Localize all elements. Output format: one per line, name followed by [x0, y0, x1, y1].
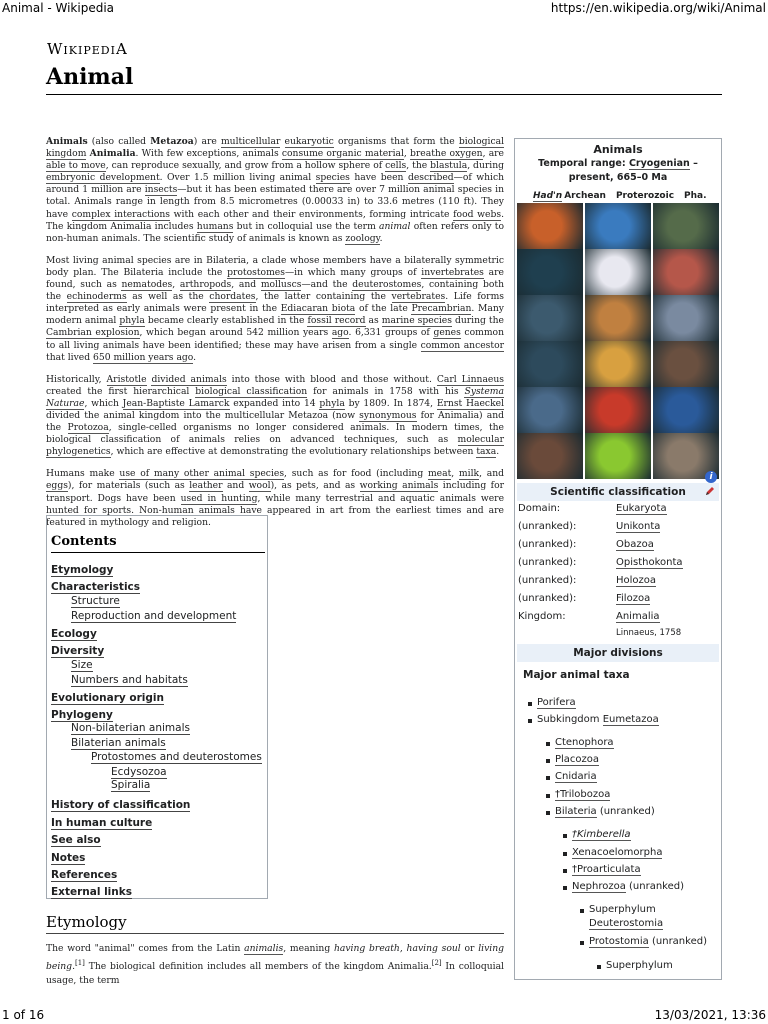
article-link[interactable]: leather: [189, 480, 223, 492]
era-proterozoic[interactable]: Proterozoic: [615, 191, 675, 201]
section-heading-etymology: Etymology: [46, 913, 127, 931]
toc-item[interactable]: Non-bilaterian animals: [71, 722, 190, 734]
taxon-rank: (unranked): [625, 881, 684, 892]
taxon-link[interactable]: †Proarticulata: [572, 864, 641, 875]
rank-label: (unranked):: [518, 593, 577, 604]
taxon-list-item: [572, 881, 684, 892]
taxon-link[interactable]: Ctenophora: [555, 737, 614, 748]
print-url: https://en.wikipedia.org/wiki/Animal: [550, 1, 766, 15]
taxon-authority: Linnaeus, 1758: [616, 628, 682, 638]
lead-text: . Life forms interpreted as early animals were present in the: [46, 291, 504, 315]
lead-paragraph-2: [46, 255, 504, 364]
article-link[interactable]: humans: [196, 220, 234, 232]
lead-text: during the: [451, 315, 504, 327]
animal-photo[interactable]: [585, 249, 651, 295]
etym-text: .: [72, 961, 75, 973]
etym-text: or: [460, 943, 479, 954]
lead-text: . The kingdom Animalia includes: [46, 208, 504, 232]
lead-text: , and: [479, 468, 505, 480]
taxon-link[interactable]: Placozoa: [555, 754, 600, 765]
lead-text: have been: [349, 172, 408, 184]
toc-item[interactable]: Etymology: [51, 564, 114, 576]
toc-item[interactable]: See also: [51, 834, 101, 846]
era-phanerozoic[interactable]: Pha.: [684, 191, 707, 201]
article-link[interactable]: consume organic material: [281, 148, 404, 160]
infobox-title: Animals: [593, 143, 643, 156]
animal-photo[interactable]: [585, 387, 651, 433]
taxon-list-item: [589, 904, 656, 915]
lead-text: , can reproduce sexually, and grow from a hollow sphere of: [105, 160, 386, 172]
article-link[interactable]: phyla: [119, 315, 145, 327]
article-link[interactable]: fossil record: [307, 315, 366, 327]
taxon-link[interactable]: Nephrozoa: [572, 881, 626, 892]
article-link[interactable]: Ernst Haeckel: [436, 397, 505, 409]
lead-text: became clearly established in the: [144, 315, 308, 327]
article-link[interactable]: taxa: [476, 446, 497, 458]
article-link[interactable]: Protozoa: [67, 422, 109, 434]
article-link[interactable]: multicellular: [220, 136, 281, 147]
taxon-list-item: [555, 737, 614, 748]
taxon-rank: (unranked): [648, 936, 707, 947]
toc-item[interactable]: Bilaterian animals: [71, 737, 166, 749]
lead-text: are found, such as: [46, 266, 504, 291]
rank-label: (unranked):: [518, 539, 577, 550]
article-link[interactable]: molecular phylogenetics: [46, 434, 504, 458]
animal-photo[interactable]: [517, 341, 583, 387]
page-title: Animal: [46, 64, 134, 90]
lead-text: ,: [172, 279, 180, 291]
lead-text: , such as for food (including: [284, 468, 428, 480]
taxon-list-item: [572, 847, 662, 858]
lead-text: for Animalia) and the: [46, 409, 505, 434]
print-footer: [0, 1006, 768, 1024]
wordmark-ikipedi: IKIPEDI: [63, 44, 116, 57]
lead-paragraph-3: [46, 374, 504, 459]
article-link[interactable]: wool: [248, 480, 271, 492]
animal-photo[interactable]: [585, 295, 651, 341]
scientific-classification-header: [517, 483, 719, 501]
taxon-list-item: [537, 697, 576, 708]
taxon-link[interactable]: Bilateria: [555, 806, 597, 817]
taxon-link[interactable]: Eukaryota: [616, 503, 667, 514]
lead-text: by 1809. In 1874,: [344, 397, 437, 409]
animal-photo[interactable]: [517, 249, 583, 295]
article-link[interactable]: described: [407, 172, 454, 184]
rank-label: Kingdom:: [518, 611, 566, 622]
article-link[interactable]: zoology: [345, 232, 380, 244]
lead-text: [280, 136, 284, 147]
article-link[interactable]: Jean-Baptiste Lamarck: [122, 397, 230, 409]
taxon-link[interactable]: Xenacoelomorpha: [572, 847, 663, 858]
taxon-list-item: [555, 806, 655, 817]
article-link[interactable]: protostomes: [227, 266, 285, 278]
taxon-list-item: [555, 771, 597, 782]
rank-label: (unranked):: [518, 521, 577, 532]
wordmark-w: W: [47, 40, 64, 58]
article-link[interactable]: deuterostomes: [352, 279, 422, 291]
etym-text: , meaning: [283, 943, 334, 954]
article-link[interactable]: breathe oxygen: [410, 148, 483, 160]
taxon-link[interactable]: Porifera: [537, 697, 576, 708]
taxon-list-item: [555, 754, 599, 765]
animal-photo[interactable]: [517, 203, 583, 249]
taxon-link[interactable]: Filozoa: [616, 593, 651, 604]
animal-photo[interactable]: [517, 433, 583, 479]
taxon-link[interactable]: Deuterostomia: [589, 918, 664, 929]
print-datetime: 13/03/2021, 13:36: [654, 1008, 766, 1022]
lead-text: animal: [379, 220, 411, 232]
article-link[interactable]: molluscs: [260, 279, 302, 291]
article-link[interactable]: Carl Linnaeus: [436, 373, 505, 385]
article-link[interactable]: food webs: [453, 208, 502, 220]
taxon-link: Superphylum: [606, 960, 673, 971]
reference-1[interactable]: [1]: [74, 959, 85, 967]
article-link[interactable]: working animals: [359, 480, 439, 492]
article-link[interactable]: milk: [458, 468, 480, 480]
article-link[interactable]: genes: [433, 327, 461, 339]
lead-text: of the late: [355, 303, 412, 315]
lead-paragraph-1: [46, 136, 504, 245]
etym-text: ,: [399, 943, 407, 954]
lead-text: —and the: [301, 279, 353, 291]
major-divisions-header: Major divisions: [517, 644, 719, 662]
lead-text: . Over 1.5 million living animal: [159, 172, 316, 184]
toc-item[interactable]: Structure: [71, 595, 120, 607]
article-lead: [46, 136, 504, 539]
lead-text: .: [379, 232, 383, 244]
etym-text: The biological definition includes all members of the kingdom Animalia.: [84, 961, 432, 973]
lead-text: —of which around 1 million are: [46, 172, 505, 196]
article-link[interactable]: arthropods: [179, 279, 232, 291]
infobox: [514, 138, 722, 980]
lead-text: , and: [231, 279, 261, 291]
etym-italic: living being: [46, 943, 504, 973]
lead-text: ), as pets, and as: [270, 480, 360, 492]
article-link[interactable]: used in hunting: [180, 492, 258, 504]
etym-text: In colloquial usage, the term: [46, 961, 504, 987]
article-link[interactable]: meat: [427, 468, 452, 480]
taxon-link[interactable]: Protostomia: [589, 936, 649, 947]
article-link[interactable]: divided animals: [151, 373, 227, 385]
animal-photo[interactable]: [585, 341, 651, 387]
rank-label: (unranked):: [518, 557, 577, 568]
table-of-contents: [46, 515, 268, 899]
toc-item[interactable]: Evolutionary origin: [51, 692, 164, 704]
scientific-classification-label: Scientific classification: [550, 486, 686, 498]
lead-text: including for transport. Dogs have been: [46, 480, 504, 504]
bold-term: Metazoa: [150, 136, 194, 147]
title-divider: [46, 94, 722, 95]
article-link[interactable]: embryonic development: [46, 172, 160, 184]
toc-item[interactable]: Diversity: [51, 645, 105, 657]
article-link[interactable]: phyla: [319, 397, 345, 409]
lead-text: —but it has been estimated there are over 7 million animal species in total. Animals range in length from 8.5 micrometres (0.00033 in) to 33.6 metres (110 ft). They have: [46, 184, 504, 220]
era-hadean[interactable]: Had'n: [533, 191, 563, 201]
toc-item[interactable]: Ecdysozoa: [111, 766, 167, 778]
article-link[interactable]: vertebrates: [391, 291, 446, 303]
lead-text: and: [222, 480, 249, 492]
article-link[interactable]: biological classification: [195, 385, 308, 397]
article-link[interactable]: nematodes: [121, 279, 173, 291]
lead-text: but in colloquial use the term: [233, 220, 380, 232]
taxon-list-item: [606, 960, 673, 971]
toc-item[interactable]: Numbers and habitats: [71, 674, 188, 686]
lead-text: , the latter containing the: [255, 291, 392, 303]
etym-text: The word "animal" comes from the Latin: [46, 943, 245, 954]
lead-text: , are: [482, 148, 504, 160]
bold-term: Animalia: [89, 148, 136, 160]
lead-text: ), for materials (such as: [67, 480, 190, 492]
article-link[interactable]: use of many other animal species: [119, 468, 285, 480]
link-animalis[interactable]: animalis: [244, 943, 284, 954]
article-link[interactable]: ago: [331, 327, 349, 339]
lead-text: ) are: [193, 136, 221, 147]
lead-text: —in which many groups of: [284, 266, 422, 278]
reference-2[interactable]: [2]: [431, 959, 442, 967]
wikipedia-wordmark[interactable]: [47, 40, 128, 58]
article-link[interactable]: echinoderms: [66, 291, 127, 303]
etym-italic: having breath: [333, 943, 400, 954]
article-link[interactable]: Aristotle: [106, 373, 147, 385]
lead-text: .: [496, 446, 500, 458]
lead-text: into those with blood and those without.: [226, 373, 437, 385]
toc-item[interactable]: History of classification: [51, 799, 191, 811]
lead-text: . Many modern animal: [46, 303, 504, 327]
toc-item[interactable]: References: [51, 869, 118, 881]
lead-text: , during: [467, 160, 504, 172]
toc-title: Contents: [51, 534, 117, 549]
article-link[interactable]: blastula: [430, 160, 468, 172]
lead-text: Humans make: [46, 468, 120, 480]
animal-photo[interactable]: [653, 249, 719, 295]
taxon-link[interactable]: Holozoa: [616, 575, 657, 586]
lead-text: . With few exceptions, animals: [135, 148, 282, 160]
lead-text: , which are effective at demonstrating the evolutionary relationships between: [110, 446, 477, 458]
lead-text: . 6,331 groups of: [348, 327, 434, 339]
taxon-link[interactable]: Eumetazoa: [602, 714, 659, 725]
toc-item[interactable]: Ecology: [51, 628, 97, 640]
lead-text: often refers only to non-human animals. The scientific study of animals is known as: [46, 220, 504, 244]
lead-text: created the first hierarchical: [46, 385, 196, 397]
major-taxa-heading: Major animal taxa: [523, 669, 630, 681]
taxon-list-item: [589, 918, 663, 929]
lead-text: organisms that form the: [333, 136, 459, 147]
article-link[interactable]: synonymous: [359, 409, 417, 421]
animal-photo-mosaic[interactable]: [517, 203, 719, 483]
article-link[interactable]: species: [315, 172, 350, 184]
animal-photo[interactable]: [653, 295, 719, 341]
taxon-rank: (unranked): [596, 806, 655, 817]
wordmark-a: A: [115, 40, 128, 58]
toc-item[interactable]: Size: [71, 659, 93, 671]
section-divider: [46, 933, 504, 934]
article-link[interactable]: complex interactions: [71, 208, 170, 220]
lead-text: , which began around 542 million years: [139, 327, 332, 339]
taxon-list-item: [572, 864, 641, 875]
article-link[interactable]: eukaryotic: [284, 136, 334, 147]
lead-text: as: [365, 315, 382, 327]
animal-photo[interactable]: [653, 387, 719, 433]
lead-text: .: [193, 351, 197, 363]
article-link[interactable]: biological kingdom: [46, 136, 505, 160]
lead-text: with each other and their environments, forming intricate: [170, 208, 454, 220]
lead-text: that lived: [46, 351, 94, 363]
print-page-count: 1 of 16: [2, 1008, 45, 1022]
etymology-paragraph: [46, 942, 504, 988]
link-cryogenian[interactable]: Cryogenian: [628, 158, 690, 169]
info-icon[interactable]: i: [705, 471, 717, 483]
lead-text: divided the animal kingdom into the multicellular Metazoa (now: [46, 409, 360, 421]
era-bar: [533, 191, 717, 201]
lead-text: , while many terrestrial and aquatic animals were hunted for sports. Non-human animals have appeared in art from the earliest times and are featured in mythology and religion.: [46, 492, 505, 528]
article-link[interactable]: common ancestor: [420, 339, 504, 351]
animal-photo[interactable]: [585, 433, 651, 479]
taxon-link[interactable]: Unikonta: [616, 521, 661, 532]
article-link[interactable]: insects: [144, 184, 178, 196]
print-header: [0, 0, 768, 18]
lead-text: , containing both the: [46, 279, 505, 303]
article-link[interactable]: able to move: [46, 160, 106, 172]
toc-item[interactable]: Phylogeny: [51, 709, 113, 721]
article-link[interactable]: Cambrian explosion: [46, 327, 140, 339]
lead-text: Historically,: [46, 373, 107, 385]
rank-label: (unranked):: [518, 575, 577, 586]
article-link[interactable]: Systema Naturae: [46, 385, 504, 409]
taxon-link[interactable]: Opisthokonta: [616, 557, 683, 568]
toc-item[interactable]: External links: [51, 886, 132, 898]
toc-item[interactable]: In human culture: [51, 817, 153, 829]
temporal-range-value: – present, 665–0 Ma: [568, 158, 698, 183]
taxon-list-item: [572, 829, 631, 840]
taxon-rank: Subkingdom: [537, 714, 603, 725]
animal-photo[interactable]: [653, 341, 719, 387]
animal-photo[interactable]: [585, 203, 651, 249]
toc-divider: [51, 552, 265, 553]
taxon-list-item: [537, 714, 659, 725]
etym-italic: having soul: [406, 943, 461, 954]
lead-text: ,: [403, 148, 411, 160]
article-link[interactable]: 650 million years ago: [93, 351, 194, 363]
taxon-link[interactable]: Obazoa: [616, 539, 654, 550]
lead-text: common to all living animals have been identified; these may have arisen from a single: [46, 327, 504, 351]
taxon-link[interactable]: Cnidaria: [555, 771, 597, 782]
lead-text: (also called: [87, 136, 151, 147]
taxon-link[interactable]: Animalia: [616, 611, 660, 622]
animal-photo[interactable]: [517, 387, 583, 433]
lead-text: ,: [451, 468, 459, 480]
lead-text: , single-celled organisms no longer considered animals. In modern times, the biological classification of animals relies on advanced techniques, such as: [46, 422, 504, 446]
era-archean[interactable]: Archean: [564, 191, 606, 201]
toc-item[interactable]: Spiralia: [111, 779, 151, 791]
lead-text: , which: [84, 397, 123, 409]
temporal-range: [517, 157, 719, 185]
lead-text: for animals in 1758 with his: [307, 385, 465, 397]
taxon-link: Superphylum: [589, 904, 656, 915]
bold-term: Animals: [46, 136, 88, 147]
lead-text: expanded into 14: [229, 397, 320, 409]
article-link[interactable]: invertebrates: [421, 266, 484, 278]
lead-text: as well as the: [126, 291, 210, 303]
toc-item[interactable]: Protostomes and deuterostomes: [91, 751, 262, 763]
taxon-link[interactable]: †Trilobozoa: [555, 789, 611, 800]
taxon-list-item: [589, 936, 707, 947]
article-link[interactable]: marine species: [381, 315, 452, 327]
toc-item[interactable]: Notes: [51, 852, 86, 864]
animal-photo[interactable]: [653, 203, 719, 249]
temporal-range-label: Temporal range:: [538, 158, 629, 169]
print-page-title: Animal - Wikipedia: [2, 1, 115, 15]
article-link[interactable]: eggs: [46, 480, 68, 492]
toc-item[interactable]: Reproduction and development: [71, 610, 237, 622]
toc-item[interactable]: Characteristics: [51, 581, 141, 593]
rank-label: Domain:: [518, 503, 561, 514]
lead-text: Most living animal species are in Bilateria, a clade whose members have a bilaterally symmetric body plan. The Bilateria include the: [46, 254, 504, 278]
taxon-link[interactable]: †Kimberella: [572, 829, 631, 840]
lead-text: , the: [406, 160, 431, 172]
animal-photo[interactable]: [517, 295, 583, 341]
article-link[interactable]: chordates: [209, 291, 256, 303]
taxon-list-item: [555, 789, 610, 800]
article-link[interactable]: Precambrian: [411, 303, 472, 315]
article-link[interactable]: Ediacaran biota: [280, 303, 356, 315]
edit-pencil-icon[interactable]: [705, 486, 715, 496]
article-link[interactable]: cells: [385, 160, 407, 172]
